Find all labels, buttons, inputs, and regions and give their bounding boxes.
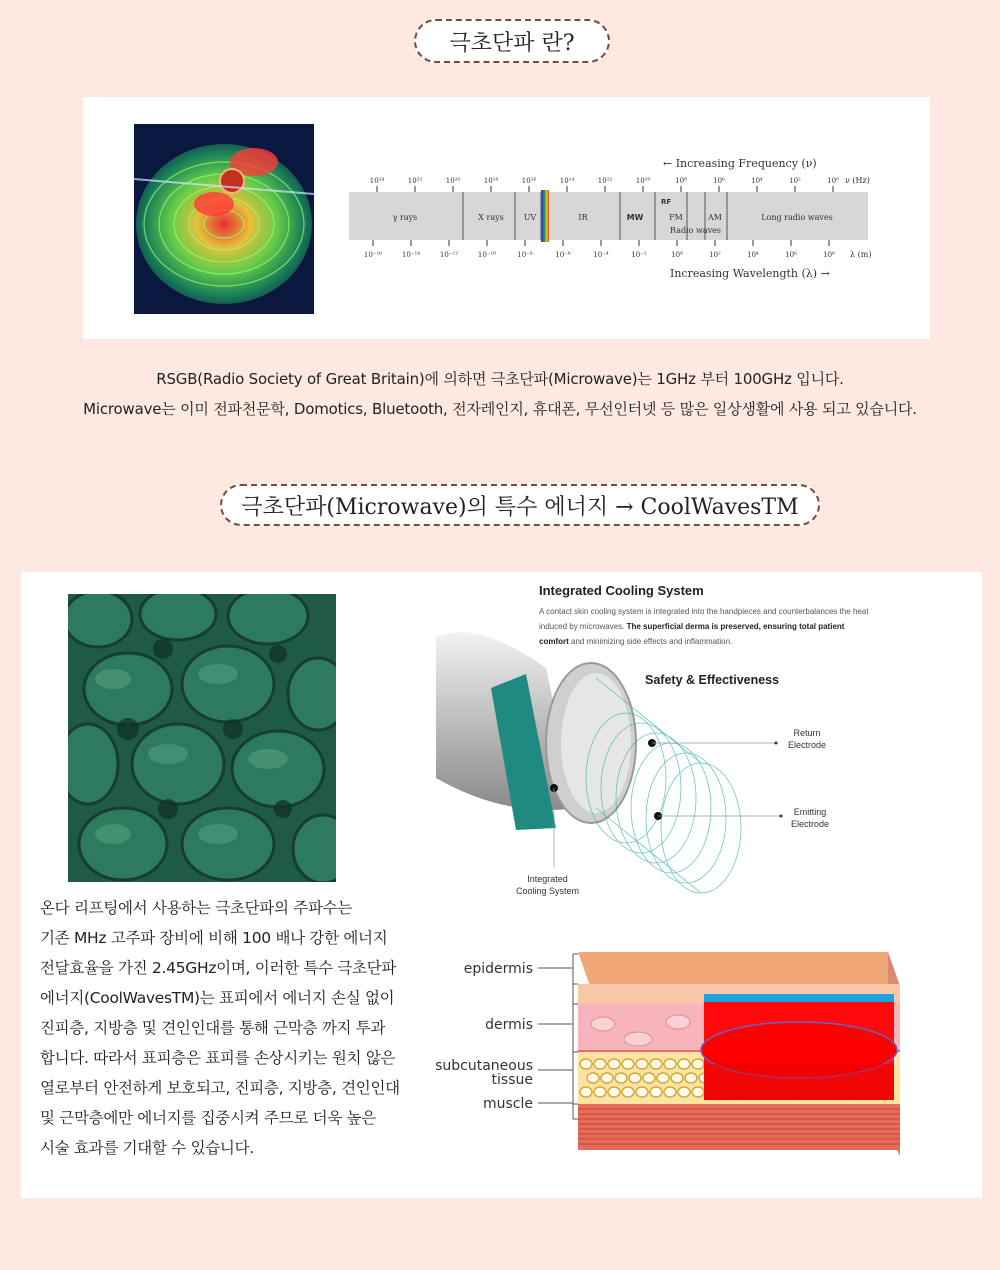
fat-cell (643, 1073, 655, 1083)
return-electrode-label (788, 727, 826, 751)
freq-tick-label: 10¹⁴ (559, 177, 575, 185)
section-title-text: 극초단파 란? (449, 30, 575, 56)
fat-cell (664, 1059, 676, 1069)
fat-cell (615, 1073, 627, 1083)
band-label: FM (669, 213, 683, 222)
device-description (539, 604, 869, 649)
device-desc-line2 (539, 619, 845, 634)
freq-tick-label: 10⁴ (751, 177, 763, 185)
fat-cell (671, 1073, 683, 1083)
fat-cell (678, 1059, 690, 1069)
body-line: 시술 효과를 기대할 수 있습니다. (40, 1139, 254, 1157)
label-line: Integrated (527, 874, 568, 884)
section-title-text: 극초단파(Microwave)의 특수 에너지 → CoolWavesTM (241, 494, 799, 520)
cooling-device-diagram (436, 578, 869, 915)
freq-unit: ν (Hz) (845, 176, 870, 185)
wave-tick-label: 10⁻¹² (439, 251, 459, 259)
freq-title: ← Increasing Frequency (ν) (663, 157, 817, 170)
wave-tick-label: 10⁻⁶ (555, 251, 571, 259)
fat-cell (594, 1059, 606, 1069)
freq-tick-label: 10²⁰ (445, 177, 461, 185)
body-line: 기존 MHz 고주파 장비에 비해 100 배나 강한 에너지 (40, 929, 388, 947)
desc-bold: The superficial derma is preserved (626, 622, 759, 631)
fat-cell (601, 1073, 613, 1083)
desc-text: and minimizing side effects and inflammation. (568, 637, 733, 646)
body-line: 및 근막층에만 에너지를 집중시켜 주므로 더욱 높은 (40, 1109, 376, 1127)
label-line: Electrode (788, 740, 827, 750)
fat-cell (580, 1087, 592, 1097)
label-line: Electrode (791, 819, 830, 829)
rf-label: RF (661, 198, 672, 206)
freq-tick-label: 10²⁴ (369, 177, 385, 185)
section-title-what-is-microwave (414, 19, 610, 63)
label-line: Return (793, 728, 821, 738)
fat-cell (650, 1087, 662, 1097)
label-line: Emitting (793, 807, 827, 817)
desc-bold: , ensuring total patient (758, 622, 845, 631)
band-label: γ rays (392, 213, 418, 222)
fat-cell (650, 1059, 662, 1069)
body-line: 전달효율을 가진 2.45GHz이며, 이러한 특수 극초단파 (40, 959, 397, 977)
freq-tick-label: 10²² (407, 177, 423, 185)
emitting-electrode-label (791, 806, 829, 830)
freq-tick-label: 10¹² (597, 177, 613, 185)
fat-cell (685, 1073, 697, 1083)
body-line: 온다 리프팅에서 사용하는 극초단파의 주파수는 (40, 899, 352, 917)
dermis-label: dermis (485, 1017, 533, 1033)
fat-cell (678, 1087, 690, 1097)
wave-tick-label: 10⁰ (671, 251, 683, 259)
coolwaves-description (40, 893, 410, 1163)
wave-tick-label: 10⁻¹⁰ (477, 251, 497, 259)
body-line: 열로부터 안전하게 보호되고, 진피층, 지방층, 견인인대 (40, 1079, 400, 1097)
skin-cells-image (68, 594, 336, 882)
device-heading: Integrated Cooling System (539, 583, 704, 598)
band-label: X rays (478, 213, 504, 222)
desc-text: induced by microwaves. (539, 622, 627, 631)
wave-tick-label: 10⁻¹⁴ (401, 251, 421, 259)
wave-tick-label: 10⁻¹⁶ (363, 251, 383, 259)
electromagnetic-spectrum-diagram (345, 150, 885, 285)
wave-unit: λ (m) (850, 250, 872, 259)
fat-cell (608, 1087, 620, 1097)
epidermis-label: epidermis (463, 961, 533, 977)
intro-line-2: Microwave는 이미 전파천문학, Domotics, Bluetooth, 전자레인지, 휴대폰, 무선인터넷 등 많은 일상생활에 사용 되고 있습니다. (83, 400, 917, 418)
section-title-coolwaves (220, 484, 820, 526)
wave-tick-label: 10⁻⁸ (517, 251, 533, 259)
fat-cell (692, 1087, 704, 1097)
radio-waves-label: Radio waves (670, 226, 721, 235)
intro-line-1: RSGB(Radio Society of Great Britain)에 의하면 극초단파(Microwave)는 1GHz 부터 100GHz 입니다. (156, 370, 844, 388)
freq-tick-label: 10⁰ (827, 177, 839, 185)
wave-tick-label: 10² (709, 251, 721, 259)
freq-tick-label: 10¹⁸ (483, 177, 499, 185)
fat-cell (608, 1059, 620, 1069)
cooling-system-label (516, 873, 579, 897)
wave-tick-label: 10⁴ (747, 251, 759, 259)
band-label: UV (523, 213, 537, 222)
freq-tick-label: 10⁸ (675, 177, 687, 185)
fat-cell (692, 1059, 704, 1069)
band-label: IR (578, 213, 588, 222)
fat-cell (664, 1087, 676, 1097)
wave-tick-label: 10⁶ (785, 251, 797, 259)
freq-tick-label: 10⁶ (713, 177, 725, 185)
subcutaneous-label-2: tissue (491, 1072, 533, 1088)
fat-cell (587, 1073, 599, 1083)
body-line: 합니다. 따라서 표피층은 표피를 손상시키는 원치 않은 (40, 1049, 396, 1067)
label-line: Cooling System (516, 886, 580, 896)
body-line: 진피층, 지방층 및 견인인대를 통해 근막층 까지 투과 (40, 1019, 386, 1037)
fat-cell (657, 1073, 669, 1083)
freq-tick-label: 10² (789, 177, 801, 185)
wave-tick-label: 10⁻⁴ (593, 251, 609, 259)
subcutaneous-label-1: subcutaneous (435, 1058, 533, 1074)
device-desc-line3 (539, 634, 829, 649)
microwave-field-image (134, 124, 314, 314)
fat-cell (636, 1059, 648, 1069)
device-desc-line1: A contact skin cooling system is integrated into the handpieces and counterbalances the heat (539, 607, 869, 616)
safety-heading: Safety & Effectiveness (645, 673, 780, 687)
fat-cell (594, 1087, 606, 1097)
fat-cell (580, 1059, 592, 1069)
wave-title: Increasing Wavelength (λ) → (670, 267, 830, 280)
band-label: AM (708, 213, 722, 222)
band-label: Long radio waves (761, 213, 833, 222)
fat-cell (629, 1073, 641, 1083)
desc-bold: comfort (539, 637, 569, 646)
muscle-label: muscle (482, 1096, 533, 1112)
wave-tick-label: 10⁻² (631, 251, 647, 259)
fat-cell (622, 1059, 634, 1069)
freq-tick-label: 10¹⁶ (521, 177, 537, 185)
fat-cell (636, 1087, 648, 1097)
band-label: MW (626, 213, 644, 222)
freq-tick-label: 10¹⁰ (635, 177, 651, 185)
fat-cell (622, 1087, 634, 1097)
skin-layers-diagram (428, 944, 904, 1160)
body-line: 에너지(CoolWavesTM)는 표피에서 에너지 손실 없이 (40, 989, 395, 1007)
wave-tick-label: 10⁸ (823, 251, 835, 259)
